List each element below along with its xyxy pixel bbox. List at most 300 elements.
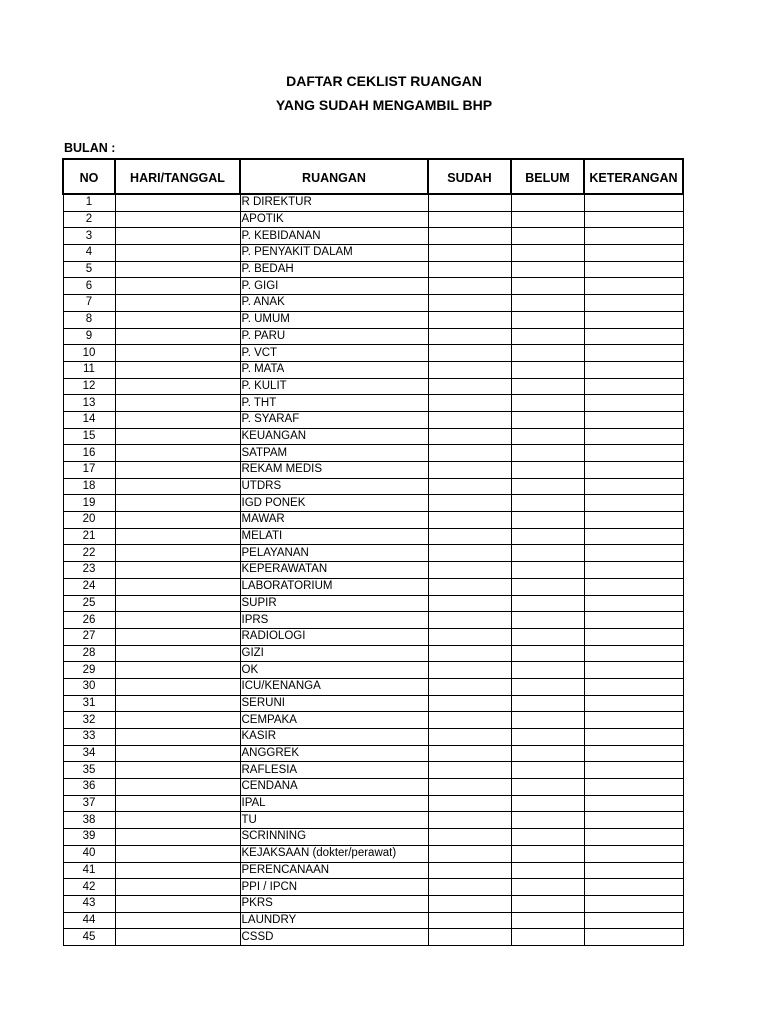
row-number: 37 [63, 795, 115, 812]
sudah-cell[interactable] [428, 211, 511, 228]
keterangan-cell[interactable] [584, 411, 683, 428]
ruangan-cell: P. MATA [240, 361, 428, 378]
keterangan-cell[interactable] [584, 295, 683, 312]
hari-tanggal-cell[interactable] [115, 695, 240, 712]
belum-cell[interactable] [511, 595, 584, 612]
keterangan-cell[interactable] [584, 495, 683, 512]
hari-tanggal-cell[interactable] [115, 445, 240, 462]
hari-tanggal-cell[interactable] [115, 812, 240, 829]
row-number: 31 [63, 695, 115, 712]
keterangan-cell[interactable] [584, 428, 683, 445]
ruangan-cell: P. GIGI [240, 278, 428, 295]
ruangan-cell: IPRS [240, 612, 428, 629]
header-ruangan: RUANGAN [240, 159, 428, 194]
table-row [63, 628, 683, 645]
sudah-cell[interactable] [428, 495, 511, 512]
keterangan-cell[interactable] [584, 862, 683, 879]
row-number: 1 [63, 194, 115, 211]
keterangan-cell[interactable] [584, 395, 683, 412]
keterangan-cell[interactable] [584, 612, 683, 629]
table-row [63, 795, 683, 812]
ruangan-cell: PPI / IPCN [240, 879, 428, 896]
row-number: 42 [63, 879, 115, 896]
belum-cell[interactable] [511, 345, 584, 362]
sudah-cell[interactable] [428, 462, 511, 479]
table-row [63, 845, 683, 862]
ruangan-cell: LABORATORIUM [240, 578, 428, 595]
table-row [63, 612, 683, 629]
ruangan-cell: TU [240, 812, 428, 829]
belum-cell[interactable] [511, 779, 584, 796]
keterangan-cell[interactable] [584, 879, 683, 896]
ruangan-cell: R DIREKTUR [240, 194, 428, 211]
hari-tanggal-cell[interactable] [115, 628, 240, 645]
hari-tanggal-cell[interactable] [115, 512, 240, 529]
document-subtitle: YANG SUDAH MENGAMBIL BHP [275, 97, 493, 113]
keterangan-cell[interactable] [584, 562, 683, 579]
document-title: DAFTAR CEKLIST RUANGAN [286, 73, 482, 89]
hari-tanggal-cell[interactable] [115, 595, 240, 612]
row-number: 29 [63, 662, 115, 679]
keterangan-cell[interactable] [584, 762, 683, 779]
hari-tanggal-cell[interactable] [115, 612, 240, 629]
ruangan-cell: P. KEBIDANAN [240, 228, 428, 245]
ruangan-cell: SERUNI [240, 695, 428, 712]
table-row [63, 562, 683, 579]
hari-tanggal-cell[interactable] [115, 729, 240, 746]
sudah-cell[interactable] [428, 528, 511, 545]
table-row [63, 428, 683, 445]
ruangan-cell: P. SYARAF [240, 411, 428, 428]
belum-cell[interactable] [511, 745, 584, 762]
keterangan-cell[interactable] [584, 194, 683, 211]
hari-tanggal-cell[interactable] [115, 562, 240, 579]
hari-tanggal-cell[interactable] [115, 462, 240, 479]
table-row [63, 361, 683, 378]
hari-tanggal-cell[interactable] [115, 895, 240, 912]
row-number: 21 [63, 528, 115, 545]
hari-tanggal-cell[interactable] [115, 645, 240, 662]
belum-cell[interactable] [511, 478, 584, 495]
hari-tanggal-cell[interactable] [115, 745, 240, 762]
belum-cell[interactable] [511, 512, 584, 529]
sudah-cell[interactable] [428, 645, 511, 662]
belum-cell[interactable] [511, 278, 584, 295]
belum-cell[interactable] [511, 295, 584, 312]
hari-tanggal-cell[interactable] [115, 829, 240, 846]
hari-tanggal-cell[interactable] [115, 712, 240, 729]
table-row [63, 345, 683, 362]
ruangan-cell: LAUNDRY [240, 912, 428, 929]
keterangan-cell[interactable] [584, 261, 683, 278]
sudah-cell[interactable] [428, 295, 511, 312]
table-row [63, 462, 683, 479]
keterangan-cell[interactable] [584, 795, 683, 812]
belum-cell[interactable] [511, 495, 584, 512]
sudah-cell[interactable] [428, 278, 511, 295]
ruangan-cell: P. THT [240, 395, 428, 412]
row-number: 40 [63, 845, 115, 862]
sudah-cell[interactable] [428, 612, 511, 629]
hari-tanggal-cell[interactable] [115, 929, 240, 946]
keterangan-cell[interactable] [584, 595, 683, 612]
keterangan-cell[interactable] [584, 328, 683, 345]
belum-cell[interactable] [511, 428, 584, 445]
hari-tanggal-cell[interactable] [115, 762, 240, 779]
keterangan-cell[interactable] [584, 361, 683, 378]
sudah-cell[interactable] [428, 228, 511, 245]
keterangan-cell[interactable] [584, 445, 683, 462]
row-number: 23 [63, 562, 115, 579]
ruangan-cell: P. PENYAKIT DALAM [240, 245, 428, 262]
ruangan-cell: P. BEDAH [240, 261, 428, 278]
keterangan-cell[interactable] [584, 228, 683, 245]
table-row [63, 712, 683, 729]
belum-cell[interactable] [511, 712, 584, 729]
belum-cell[interactable] [511, 762, 584, 779]
sudah-cell[interactable] [428, 845, 511, 862]
ruangan-cell: RADIOLOGI [240, 628, 428, 645]
hari-tanggal-cell[interactable] [115, 912, 240, 929]
row-number: 25 [63, 595, 115, 612]
row-number: 10 [63, 345, 115, 362]
ruangan-cell: CENDANA [240, 779, 428, 796]
keterangan-cell[interactable] [584, 729, 683, 746]
hari-tanggal-cell[interactable] [115, 228, 240, 245]
table-row [63, 328, 683, 345]
belum-cell[interactable] [511, 361, 584, 378]
sudah-cell[interactable] [428, 245, 511, 262]
ruangan-cell: P. ANAK [240, 295, 428, 312]
belum-cell[interactable] [511, 795, 584, 812]
row-number: 19 [63, 495, 115, 512]
row-number: 4 [63, 245, 115, 262]
hari-tanggal-cell[interactable] [115, 395, 240, 412]
belum-cell[interactable] [511, 245, 584, 262]
row-number: 11 [63, 361, 115, 378]
keterangan-cell[interactable] [584, 245, 683, 262]
hari-tanggal-cell[interactable] [115, 678, 240, 695]
sudah-cell[interactable] [428, 895, 511, 912]
ruangan-cell: SATPAM [240, 445, 428, 462]
belum-cell[interactable] [511, 862, 584, 879]
header-keterangan: KETERANGAN [584, 159, 683, 194]
table-row [63, 595, 683, 612]
belum-cell[interactable] [511, 645, 584, 662]
belum-cell[interactable] [511, 445, 584, 462]
table-row [63, 862, 683, 879]
belum-cell[interactable] [511, 311, 584, 328]
row-number: 7 [63, 295, 115, 312]
sudah-cell[interactable] [428, 879, 511, 896]
sudah-cell[interactable] [428, 795, 511, 812]
ruangan-cell: PERENCANAAN [240, 862, 428, 879]
belum-cell[interactable] [511, 845, 584, 862]
sudah-cell[interactable] [428, 328, 511, 345]
table-row [63, 829, 683, 846]
ruangan-cell: PKRS [240, 895, 428, 912]
belum-cell[interactable] [511, 829, 584, 846]
hari-tanggal-cell[interactable] [115, 879, 240, 896]
keterangan-cell[interactable] [584, 578, 683, 595]
sudah-cell[interactable] [428, 578, 511, 595]
belum-cell[interactable] [511, 378, 584, 395]
sudah-cell[interactable] [428, 628, 511, 645]
row-number: 6 [63, 278, 115, 295]
table-row [63, 228, 683, 245]
row-number: 30 [63, 678, 115, 695]
sudah-cell[interactable] [428, 929, 511, 946]
table-row [63, 311, 683, 328]
table-row [63, 745, 683, 762]
keterangan-cell[interactable] [584, 211, 683, 228]
row-number: 35 [63, 762, 115, 779]
belum-cell[interactable] [511, 261, 584, 278]
ruangan-cell: REKAM MEDIS [240, 462, 428, 479]
keterangan-cell[interactable] [584, 662, 683, 679]
sudah-cell[interactable] [428, 862, 511, 879]
belum-cell[interactable] [511, 562, 584, 579]
ruangan-cell: IGD PONEK [240, 495, 428, 512]
belum-cell[interactable] [511, 612, 584, 629]
sudah-cell[interactable] [428, 779, 511, 796]
table-row [63, 245, 683, 262]
sudah-cell[interactable] [428, 562, 511, 579]
hari-tanggal-cell[interactable] [115, 345, 240, 362]
sudah-cell[interactable] [428, 695, 511, 712]
hari-tanggal-cell[interactable] [115, 311, 240, 328]
hari-tanggal-cell[interactable] [115, 545, 240, 562]
keterangan-cell[interactable] [584, 478, 683, 495]
ruangan-cell: KASIR [240, 729, 428, 746]
belum-cell[interactable] [511, 812, 584, 829]
belum-cell[interactable] [511, 328, 584, 345]
ruangan-cell: PELAYANAN [240, 545, 428, 562]
sudah-cell[interactable] [428, 411, 511, 428]
row-number: 24 [63, 578, 115, 595]
sudah-cell[interactable] [428, 545, 511, 562]
sudah-cell[interactable] [428, 361, 511, 378]
keterangan-cell[interactable] [584, 779, 683, 796]
row-number: 44 [63, 912, 115, 929]
keterangan-cell[interactable] [584, 345, 683, 362]
hari-tanggal-cell[interactable] [115, 194, 240, 211]
belum-cell[interactable] [511, 729, 584, 746]
table-row [63, 695, 683, 712]
belum-cell[interactable] [511, 895, 584, 912]
hari-tanggal-cell[interactable] [115, 478, 240, 495]
keterangan-cell[interactable] [584, 528, 683, 545]
hari-tanggal-cell[interactable] [115, 278, 240, 295]
belum-cell[interactable] [511, 395, 584, 412]
sudah-cell[interactable] [428, 745, 511, 762]
table-header-row [63, 159, 683, 194]
sudah-cell[interactable] [428, 712, 511, 729]
ruangan-cell: P. KULIT [240, 378, 428, 395]
hari-tanggal-cell[interactable] [115, 245, 240, 262]
keterangan-cell[interactable] [584, 678, 683, 695]
sudah-cell[interactable] [428, 729, 511, 746]
sudah-cell[interactable] [428, 662, 511, 679]
row-number: 12 [63, 378, 115, 395]
hari-tanggal-cell[interactable] [115, 295, 240, 312]
hari-tanggal-cell[interactable] [115, 211, 240, 228]
keterangan-cell[interactable] [584, 311, 683, 328]
hari-tanggal-cell[interactable] [115, 411, 240, 428]
keterangan-cell[interactable] [584, 829, 683, 846]
sudah-cell[interactable] [428, 311, 511, 328]
table-row [63, 912, 683, 929]
row-number: 8 [63, 311, 115, 328]
row-number: 14 [63, 411, 115, 428]
sudah-cell[interactable] [428, 912, 511, 929]
keterangan-cell[interactable] [584, 929, 683, 946]
belum-cell[interactable] [511, 912, 584, 929]
hari-tanggal-cell[interactable] [115, 662, 240, 679]
table-row [63, 261, 683, 278]
table-row [63, 378, 683, 395]
keterangan-cell[interactable] [584, 645, 683, 662]
belum-cell[interactable] [511, 695, 584, 712]
ruangan-cell: RAFLESIA [240, 762, 428, 779]
belum-cell[interactable] [511, 929, 584, 946]
keterangan-cell[interactable] [584, 545, 683, 562]
table-row [63, 545, 683, 562]
hari-tanggal-cell[interactable] [115, 378, 240, 395]
belum-cell[interactable] [511, 228, 584, 245]
row-number: 33 [63, 729, 115, 746]
sudah-cell[interactable] [428, 595, 511, 612]
ruangan-cell: P. UMUM [240, 311, 428, 328]
table-row [63, 528, 683, 545]
keterangan-cell[interactable] [584, 512, 683, 529]
table-row [63, 445, 683, 462]
ruangan-cell: ICU/KENANGA [240, 678, 428, 695]
sudah-cell[interactable] [428, 261, 511, 278]
hari-tanggal-cell[interactable] [115, 528, 240, 545]
sudah-cell[interactable] [428, 345, 511, 362]
row-number: 26 [63, 612, 115, 629]
sudah-cell[interactable] [428, 678, 511, 695]
row-number: 22 [63, 545, 115, 562]
hari-tanggal-cell[interactable] [115, 261, 240, 278]
sudah-cell[interactable] [428, 395, 511, 412]
belum-cell[interactable] [511, 528, 584, 545]
row-number: 43 [63, 895, 115, 912]
header-belum: BELUM [511, 159, 584, 194]
keterangan-cell[interactable] [584, 912, 683, 929]
hari-tanggal-cell[interactable] [115, 779, 240, 796]
sudah-cell[interactable] [428, 512, 511, 529]
table-row [63, 729, 683, 746]
row-number: 17 [63, 462, 115, 479]
sudah-cell[interactable] [428, 445, 511, 462]
row-number: 9 [63, 328, 115, 345]
belum-cell[interactable] [511, 462, 584, 479]
ruangan-cell: OK [240, 662, 428, 679]
month-label: BULAN : [64, 141, 116, 155]
sudah-cell[interactable] [428, 829, 511, 846]
sudah-cell[interactable] [428, 478, 511, 495]
table-row [63, 495, 683, 512]
row-number: 15 [63, 428, 115, 445]
ruangan-cell: KEPERAWATAN [240, 562, 428, 579]
keterangan-cell[interactable] [584, 628, 683, 645]
row-number: 27 [63, 628, 115, 645]
belum-cell[interactable] [511, 411, 584, 428]
hari-tanggal-cell[interactable] [115, 495, 240, 512]
belum-cell[interactable] [511, 211, 584, 228]
keterangan-cell[interactable] [584, 378, 683, 395]
keterangan-cell[interactable] [584, 812, 683, 829]
sudah-cell[interactable] [428, 428, 511, 445]
sudah-cell[interactable] [428, 378, 511, 395]
ruangan-cell: KEJAKSAAN (dokter/perawat) [240, 845, 428, 862]
table-row [63, 895, 683, 912]
row-number: 36 [63, 779, 115, 796]
ruangan-cell: MELATI [240, 528, 428, 545]
table-row [63, 278, 683, 295]
table-row [63, 762, 683, 779]
keterangan-cell[interactable] [584, 845, 683, 862]
hari-tanggal-cell[interactable] [115, 328, 240, 345]
row-number: 3 [63, 228, 115, 245]
sudah-cell[interactable] [428, 762, 511, 779]
hari-tanggal-cell[interactable] [115, 862, 240, 879]
hari-tanggal-cell[interactable] [115, 361, 240, 378]
ruangan-cell: SCRINNING [240, 829, 428, 846]
row-number: 45 [63, 929, 115, 946]
keterangan-cell[interactable] [584, 278, 683, 295]
hari-tanggal-cell[interactable] [115, 578, 240, 595]
belum-cell[interactable] [511, 545, 584, 562]
ruangan-cell: MAWAR [240, 512, 428, 529]
keterangan-cell[interactable] [584, 462, 683, 479]
ruangan-cell: IPAL [240, 795, 428, 812]
ruangan-cell: KEUANGAN [240, 428, 428, 445]
hari-tanggal-cell[interactable] [115, 428, 240, 445]
keterangan-cell[interactable] [584, 695, 683, 712]
table-body [63, 194, 683, 945]
table-row [63, 211, 683, 228]
belum-cell[interactable] [511, 678, 584, 695]
keterangan-cell[interactable] [584, 745, 683, 762]
hari-tanggal-cell[interactable] [115, 845, 240, 862]
keterangan-cell[interactable] [584, 712, 683, 729]
row-number: 34 [63, 745, 115, 762]
belum-cell[interactable] [511, 879, 584, 896]
belum-cell[interactable] [511, 578, 584, 595]
header-hari-tanggal: HARI/TANGGAL [115, 159, 240, 194]
belum-cell[interactable] [511, 662, 584, 679]
ruangan-cell: CSSD [240, 929, 428, 946]
sudah-cell[interactable] [428, 194, 511, 211]
row-number: 20 [63, 512, 115, 529]
sudah-cell[interactable] [428, 812, 511, 829]
row-number: 18 [63, 478, 115, 495]
hari-tanggal-cell[interactable] [115, 795, 240, 812]
ruangan-cell: P. PARU [240, 328, 428, 345]
header-sudah: SUDAH [428, 159, 511, 194]
belum-cell[interactable] [511, 628, 584, 645]
table-row [63, 779, 683, 796]
table-row [63, 478, 683, 495]
row-number: 41 [63, 862, 115, 879]
row-number: 38 [63, 812, 115, 829]
keterangan-cell[interactable] [584, 895, 683, 912]
belum-cell[interactable] [511, 194, 584, 211]
table-row [63, 678, 683, 695]
